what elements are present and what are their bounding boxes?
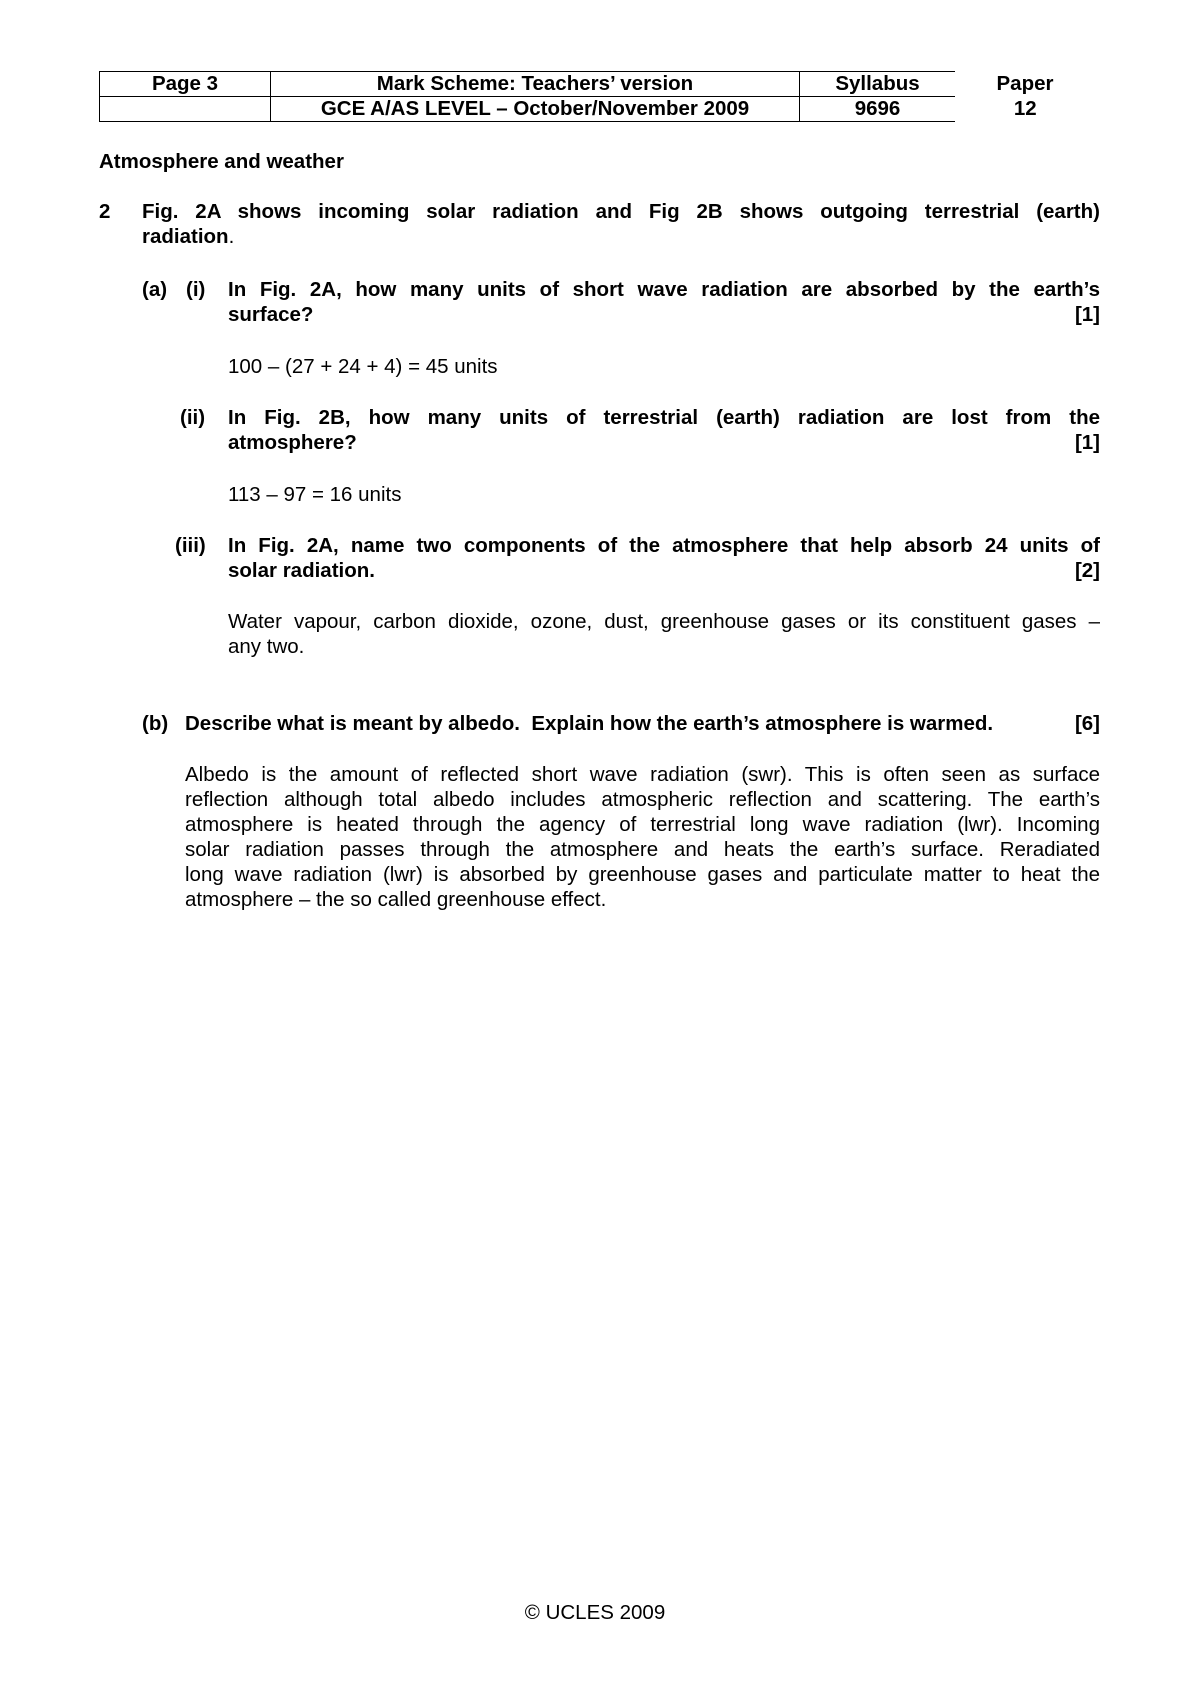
header-syllabus-label: Syllabus (800, 72, 956, 97)
header-row-2 (100, 97, 1096, 122)
sub-ii-question-line1: In Fig. 2B, how many units of terrestrial (earth) radiation are lost from the (228, 406, 1100, 429)
part-b-answer-line-1: Albedo is the amount of reflected short wave radiation (swr). This is often seen as surface (185, 763, 1100, 786)
question-text (142, 199, 1100, 249)
part-b-answer-line-4: solar radiation passes through the atmosphere and heats the earth’s surface. Reradiated (185, 838, 1100, 861)
sub-iii-answer-line1: Water vapour, carbon dioxide, ozone, dust, greenhouse gases or its constituent gases – (228, 610, 1100, 633)
header-syllabus-value: 9696 (800, 97, 956, 122)
question-number: 2 (99, 200, 111, 223)
sub-ii-label: (ii) (180, 406, 206, 429)
part-b-question (185, 711, 1100, 736)
question-text-line2: radiation (142, 225, 229, 248)
footer-copyright: © UCLES 2009 (524, 1601, 666, 1624)
part-b-label: (b) (142, 712, 169, 735)
part-b-answer-line-3: atmosphere is heated through the agency of terrestrial long wave radiation (lwr). Incoming (185, 813, 1100, 836)
part-a-label: (a) (142, 278, 168, 301)
sub-iii-marks: [2] (1074, 559, 1100, 582)
part-b-answer (185, 762, 1100, 912)
sub-i-label: (i) (186, 278, 206, 301)
part-b-answer-line-6: atmosphere – the so called greenhouse effect. (185, 888, 607, 911)
header-paper-value: 12 (1013, 97, 1037, 120)
sub-i-question (228, 277, 1100, 327)
sub-ii-marks: [1] (1074, 431, 1100, 454)
header-table (99, 71, 1096, 122)
part-b-marks: [6] (1074, 712, 1100, 735)
sub-iii-question-line2 (228, 558, 1100, 583)
header-row-1 (100, 72, 1096, 97)
sub-i-question-line2-text: surface? (228, 303, 314, 326)
header-title-line2: GCE A/AS LEVEL – October/November 2009 (271, 97, 800, 122)
header-title-line1: Mark Scheme: Teachers’ version (271, 72, 800, 97)
sub-ii-question-line2 (228, 430, 1100, 455)
sub-i-answer: 100 – (27 + 24 + 4) = 45 units (228, 355, 498, 378)
sub-iii-question-line2-text: solar radiation. (228, 559, 375, 582)
sub-iii-answer-line2: any two. (228, 635, 305, 658)
question-text-line1: Fig. 2A shows incoming solar radiation and Fig 2B shows outgoing terrestrial (earth) (142, 200, 1100, 223)
sub-iii-label: (iii) (175, 534, 206, 557)
header-page-empty (100, 97, 271, 122)
sub-i-question-line1: In Fig. 2A, how many units of short wave radiation are absorbed by the earth’s (228, 278, 1100, 301)
sub-iii-question (228, 533, 1100, 583)
sub-ii-question (228, 405, 1100, 455)
sub-iii-question-line1: In Fig. 2A, name two components of the atmosphere that help absorb 24 units of (228, 534, 1100, 557)
sub-i-marks: [1] (1074, 303, 1100, 326)
question-text-line2-suffix: . (228, 225, 235, 248)
part-b-question-text: Describe what is meant by albedo. Explain how the earth’s atmosphere is warmed. (185, 712, 994, 735)
sub-ii-answer: 113 – 97 = 16 units (228, 483, 402, 506)
sub-i-question-line2 (228, 302, 1100, 327)
sub-iii-answer (228, 609, 1100, 659)
section-title: Atmosphere and weather (99, 150, 344, 173)
part-b-answer-line-2: reflection although total albedo includes atmospheric reflection and scattering. The earth’s (185, 788, 1100, 811)
header-paper-label: Paper (996, 72, 1054, 95)
part-b-answer-line-5: long wave radiation (lwr) is absorbed by greenhouse gases and particulate matter to heat the (185, 863, 1100, 886)
sub-ii-question-line2-text: atmosphere? (228, 431, 357, 454)
question-text-line2-wrap (142, 224, 1100, 249)
header-page: Page 3 (100, 72, 271, 97)
